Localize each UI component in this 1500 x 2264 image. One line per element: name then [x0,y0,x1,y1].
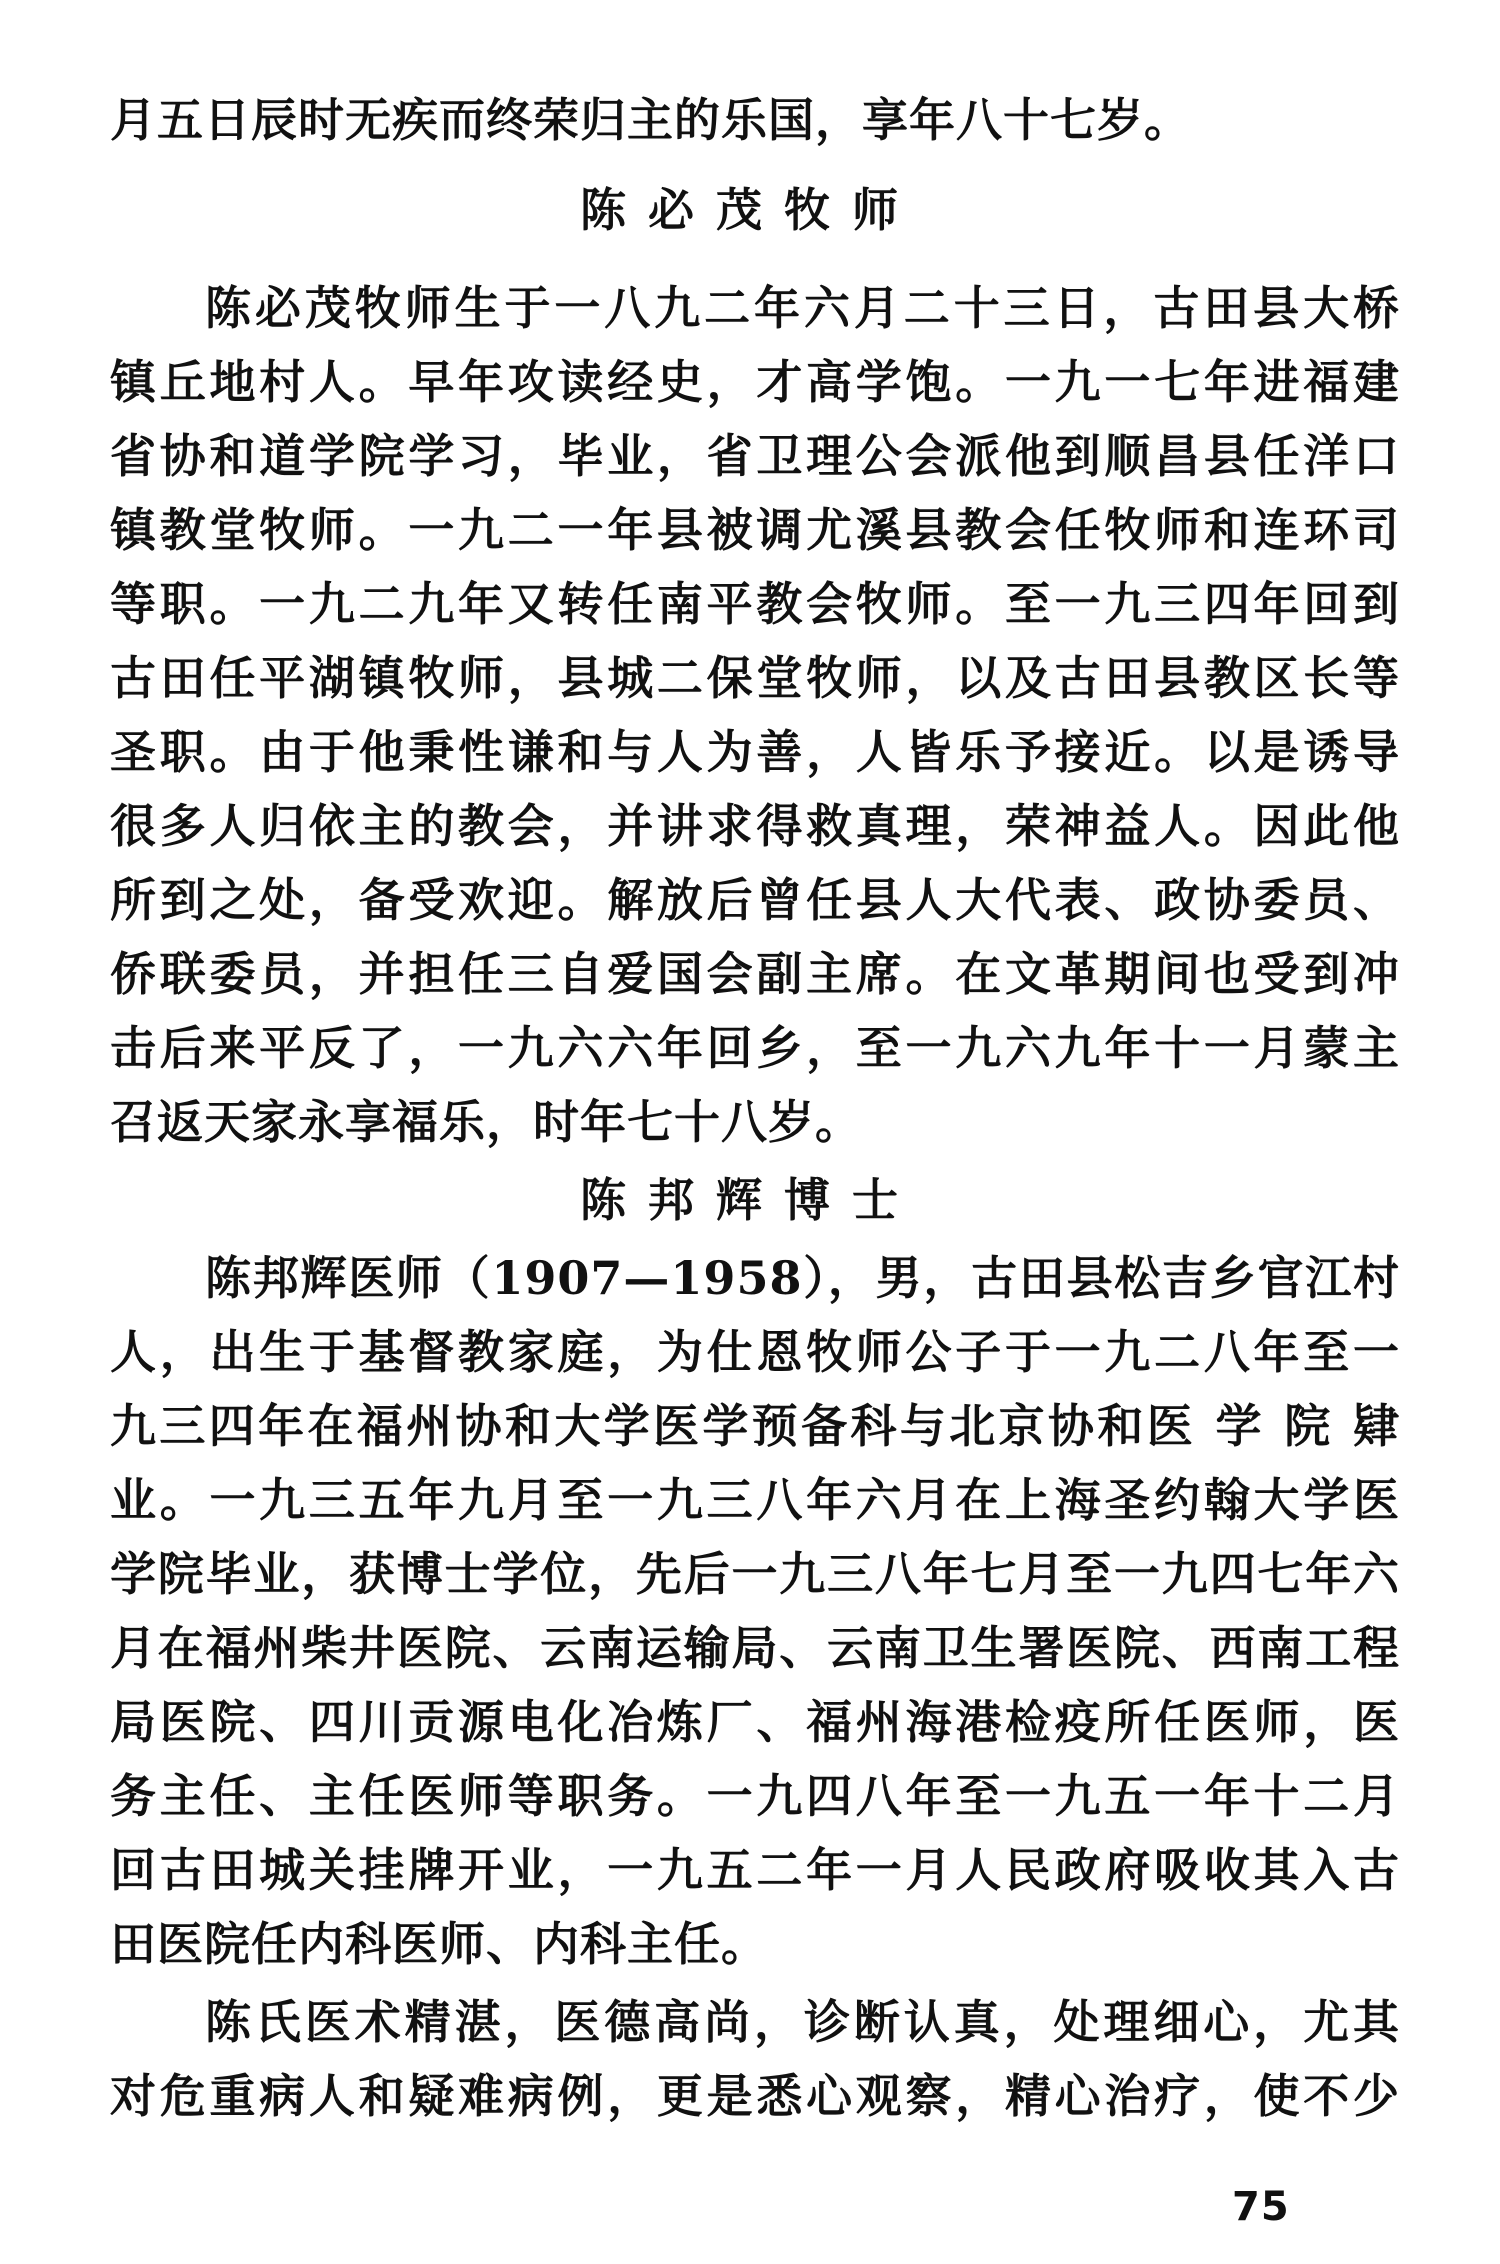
paragraph-line: 陈必茂牧师生于一八九二年六月二十三日，古田县大桥 [205,281,1400,335]
paragraph-line: 击后来平反了，一九六六年回乡，至一九六九年十一月蒙主 [110,1021,1400,1075]
paragraph-line: 务主任、主任医师等职务。一九四八年至一九五一年十二月 [110,1769,1400,1823]
paragraph-line: 召返天家永享福乐，时年七十八岁。 [110,1095,862,1149]
paragraph-line: 等职。一九二九年又转任南平教会牧师。至一九三四年回到 [110,577,1400,631]
paragraph-line: 镇丘地村人。早年攻读经史，才高学饱。一九一七年进福建 [110,355,1400,409]
paragraph-line: 省协和道学院学习，毕业，省卫理公会派他到顺昌县任洋口 [110,429,1400,483]
paragraph-line: 镇教堂牧师。一九二一年县被调尤溪县教会任牧师和连环司 [110,503,1400,557]
paragraph-line: 陈氏医术精湛，医德高尚，诊断认真，处理细心，尤其 [205,1995,1400,2049]
paragraph-line: 很多人归依主的教会，并讲求得救真理，荣神益人。因此他 [110,799,1400,853]
opening-line: 月五日辰时无疾而终荣归主的乐国，享年八十七岁。 [110,93,1191,147]
paragraph-line: 所到之处，备受欢迎。解放后曾任县人大代表、政协委员、 [110,873,1400,927]
paragraph-line: 对危重病人和疑难病例，更是悉心观察，精心治疗，使不少 [110,2069,1400,2123]
paragraph-line: 九三四年在福州协和大学医学预备科与北京协和医 学 院 肄 [110,1399,1400,1453]
paragraph-line: 田医院任内科医师、内科主任。 [110,1917,768,1971]
paragraph-line: 业。一九三五年九月至一九三八年六月在上海圣约翰大学医 [110,1473,1400,1527]
paragraph-line: 学院毕业，获博士学位，先后一九三八年七月至一九四七年六 [110,1547,1400,1601]
paragraph-line: 古田任平湖镇牧师，县城二保堂牧师，以及古田县教区长等 [110,651,1400,705]
paragraph-line: 月在福州柴井医院、云南运输局、云南卫生署医院、西南工程 [110,1621,1400,1675]
page-number: 75 [1232,2184,1290,2230]
paragraph-line: 陈邦辉医师（1907—1958），男，古田县松吉乡官江村 [205,1251,1400,1305]
section-heading-chen-bimao: 陈必茂牧师 [580,183,920,237]
paragraph-line: 圣职。由于他秉性谦和与人为善，人皆乐予接近。以是诱导 [110,725,1400,779]
paragraph-line: 人，出生于基督教家庭，为仕恩牧师公子于一九二八年至一 [110,1325,1400,1379]
paragraph-line: 局医院、四川贡源电化冶炼厂、福州海港检疫所任医师，医 [110,1695,1400,1749]
paragraph-line: 侨联委员，并担任三自爱国会副主席。在文革期间也受到冲 [110,947,1400,1001]
section-heading-chen-banghui: 陈邦辉博士 [580,1173,920,1227]
paragraph-line: 回古田城关挂牌开业，一九五二年一月人民政府吸收其入古 [110,1843,1400,1897]
